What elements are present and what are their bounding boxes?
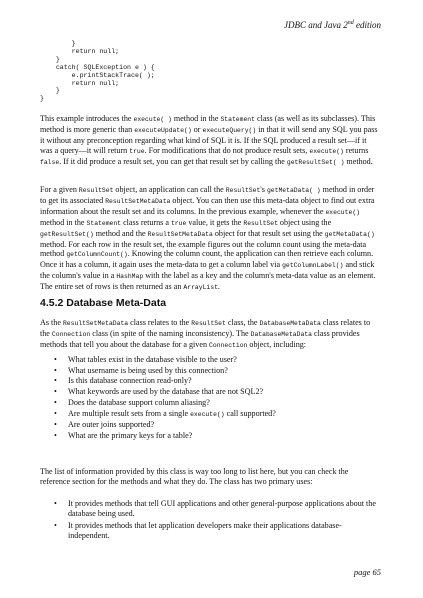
inline-code: getColumnLabel() <box>282 262 344 270</box>
list-item-text: Does the database support column aliasing? <box>68 397 210 407</box>
paragraph-resultset-metadata: For a given ResultSet object, an application can call the ResultSet's getMetaData( ) method in order to get its associated ResultSetMetaData object. You can then use this meta-data object to find out extra information about the result set and its columns. In the previous example, whenever the execute() method in the Statement class returns a true value, it gets the ResultSet object using the getResultSet() method and the ResultSetMetaData object for that result set using the getMetaData() method. For each row in the result set, the example figures out the column count using the meta-data method getColumnCount(). Knowing the column count, the application can then retrieve each column. Once it has a column, it again uses the meta-data to get a column label via getColumnLabel() and stick the column's value in a HashMap with the label as a key and the column's meta-data value as an element. The entire set of rows is then returned as an ArrayList. <box>40 185 376 292</box>
inline-code: false <box>40 158 60 166</box>
inline-code: getMetaData( ) <box>266 187 321 194</box>
list-item <box>54 355 374 366</box>
list-item-text: It provides methods that tell GUI applications and other general-purpose applications about the database being used. <box>68 499 376 518</box>
running-header: JDBC and Java 2nd edition <box>284 20 381 30</box>
code-listing: } return null; } catch( SQLException e ) { e.printStackTrace( ); return null; } } <box>40 40 155 103</box>
paragraph-database-metadata: As the ResultSetMetaData class relates to the ResultSet class, the DatabaseMetaData class relates to the Connection class (in spite of the naming inconsistency). The DatabaseMetaData class provides methods that tell you about the database for a given Connection object, including: <box>40 318 371 349</box>
inline-code: executeQuery() <box>202 126 257 134</box>
bullet-icon: • <box>54 397 57 407</box>
inline-code: true <box>129 147 145 155</box>
list-item <box>54 420 374 431</box>
inline-code: Statement <box>220 116 255 123</box>
inline-code: execute() <box>190 410 225 418</box>
bullet-icon: • <box>54 376 57 386</box>
inline-code: Connection <box>51 330 91 338</box>
inline-code: getResultSet() <box>40 230 94 238</box>
inline-code: DatabaseMetaData <box>250 330 312 338</box>
section-heading: 4.5.2 Database Meta-Data <box>40 297 167 309</box>
list-item-text: What username is being used by this connection? <box>68 365 228 375</box>
list-item <box>54 376 374 387</box>
inline-code: HashMap <box>116 273 144 281</box>
list-item <box>54 499 376 519</box>
inline-code: getMetaData() <box>324 230 375 238</box>
inline-code: ResultSet <box>243 219 278 227</box>
bullet-icon: • <box>54 365 57 375</box>
paragraph-class-uses: The list of information provided by this class is way too long to list here, but you can check the reference section for the methods and what they do. The class has two primary uses: <box>40 467 349 486</box>
bullet-icon: • <box>54 387 57 397</box>
list-item <box>54 521 376 541</box>
inline-code: true <box>170 219 187 227</box>
inline-code: ResultSetMetaData <box>62 320 129 327</box>
list-item-text: What tables exist in the database visible to the user? <box>68 355 237 364</box>
bullet-icon: • <box>54 520 57 530</box>
bullet-icon: • <box>54 408 57 418</box>
bullet-icon: • <box>54 355 57 364</box>
inline-code: ResultSetMetaData <box>105 197 171 205</box>
inline-code: execute() <box>325 208 360 216</box>
list-item <box>54 431 374 442</box>
list-item <box>54 398 374 409</box>
list-item-text: Is this database connection read-only? <box>68 376 192 386</box>
bullet-icon: • <box>54 499 57 508</box>
bullet-icon: • <box>54 430 57 440</box>
inline-code: Statement <box>86 219 122 227</box>
bullet-icon: • <box>54 420 57 430</box>
list-item <box>54 366 374 377</box>
inline-code: ArrayList <box>183 284 218 292</box>
list-item-text: Are outer joins supported? <box>68 420 155 430</box>
inline-code: DatabaseMetaData <box>259 320 321 327</box>
list-item-text: It provides methods that let application developers make their applications database-independent. <box>68 520 342 540</box>
inline-code: execute() <box>309 147 344 155</box>
paragraph-execute-method: This example introduces the execute( ) method in the Statement class (as well as its subclasses). This method is more generic than executeUpdate() or executeQuery() in that it will send any SQL you pass it without any preconception regarding what kind of SQL it is. If the SQL produced a result set—if it was a query—it will return true. For modifications that do not produce result sets, execute() returns false. If it did produce a result set, you can get that result set by calling the getResultSet( ) method. <box>40 114 378 166</box>
metadata-questions-list <box>54 355 374 442</box>
inline-code: Connection <box>209 341 248 349</box>
list-item-text: What are the primary keys for a table? <box>68 430 193 440</box>
primary-uses-list <box>54 499 376 543</box>
page-number: page 65 <box>353 567 381 577</box>
inline-code: ResultSet <box>225 187 261 194</box>
inline-code: executeUpdate() <box>134 126 192 134</box>
inline-code: ResultSet <box>78 187 114 194</box>
inline-code: ResultSet <box>191 320 226 327</box>
inline-code: getColumnCount() <box>66 251 128 259</box>
list-item <box>54 387 374 398</box>
inline-code: ResultSetMetaData <box>147 230 213 238</box>
list-item-text: What keywords are used by the database that are not SQL2? <box>68 387 264 397</box>
list-item <box>54 409 374 421</box>
list-item-text: Are multiple result sets from a single execute() call supported? <box>68 408 276 418</box>
inline-code: getResultSet( ) <box>286 158 345 166</box>
inline-code: execute( ) <box>133 116 172 123</box>
